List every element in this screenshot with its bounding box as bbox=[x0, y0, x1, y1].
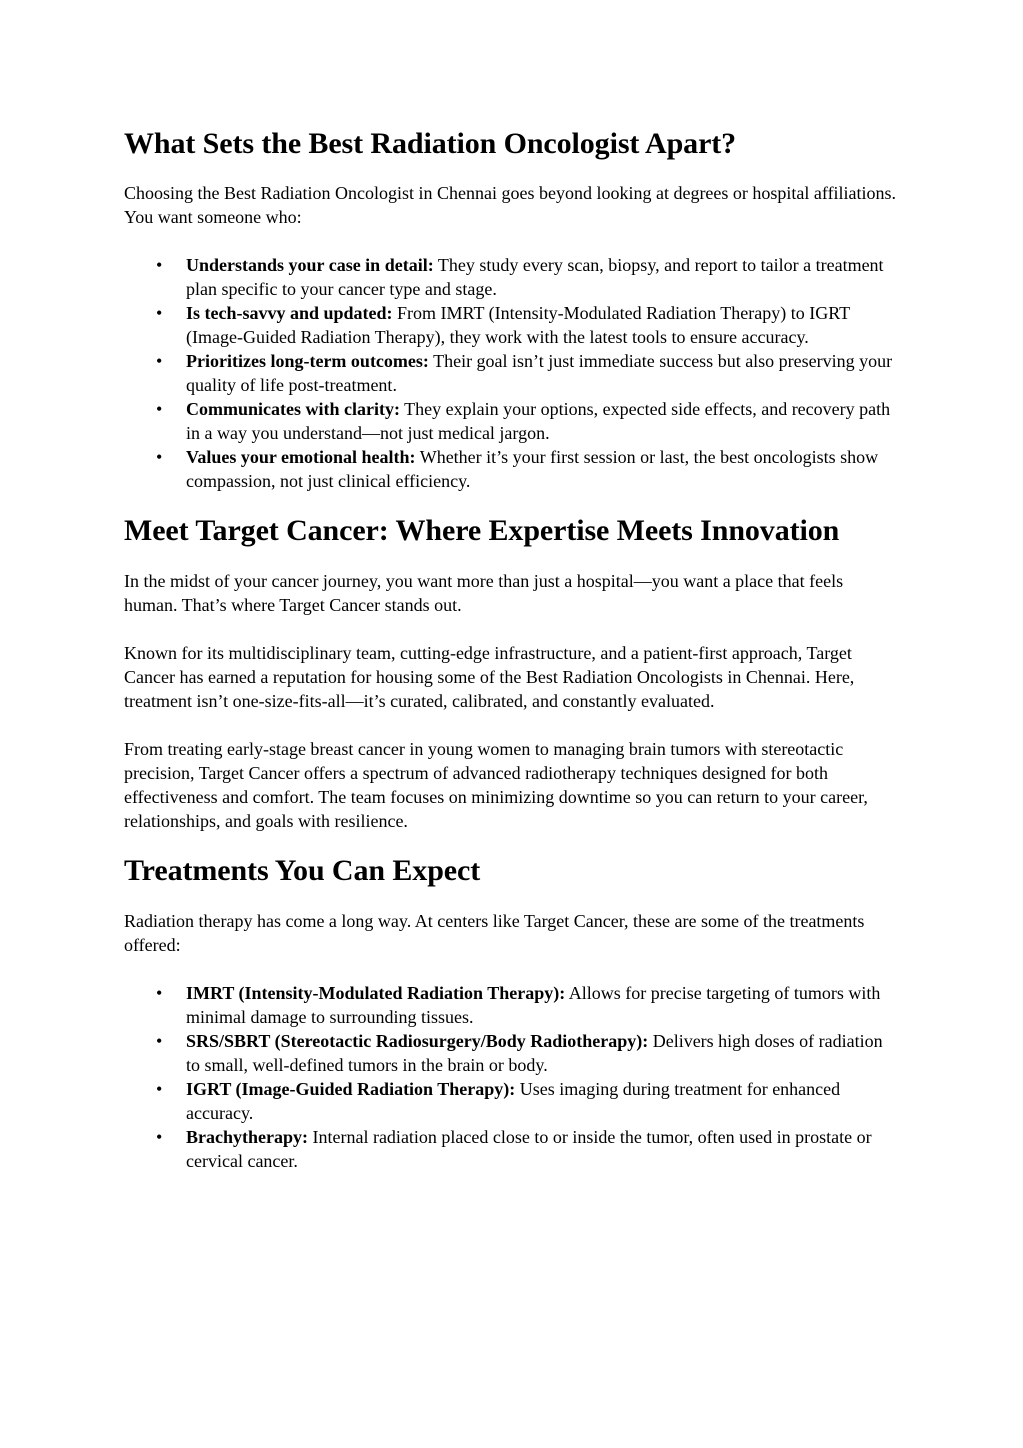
list-item-text: Their goal isn’t just immediate success but also preserving your quality of life post-treatment. bbox=[186, 351, 893, 395]
bullet-icon: • bbox=[156, 399, 163, 419]
list-item bbox=[124, 397, 899, 445]
qualities-list bbox=[124, 253, 899, 493]
list-item-term: Understands your case in detail: bbox=[186, 255, 434, 275]
bullet-icon: • bbox=[156, 255, 163, 275]
list-item-term: SRS/SBRT (Stereotactic Radiosurgery/Body Radiotherapy): bbox=[186, 1031, 649, 1051]
list-item-text: From IMRT (Intensity-Modulated Radiation Therapy) to IGRT (Image-Guided Radiation Therapy), they work with the latest tools to ensure accuracy. bbox=[186, 303, 850, 347]
bullet-icon: • bbox=[156, 447, 163, 467]
list-item-text: Uses imaging during treatment for enhanced accuracy. bbox=[186, 1079, 841, 1123]
list-item bbox=[124, 349, 899, 397]
body-paragraph: Known for its multidisciplinary team, cutting-edge infrastructure, and a patient-first approach, Target Cancer has earned a reputation for housing some of the Best Radiation Oncologists in Chennai. Here, treatment isn’t one-size-fits-all—it’s curated, calibrated, and constantly evaluated. bbox=[124, 643, 855, 711]
list-item-term: Prioritizes long-term outcomes: bbox=[186, 351, 429, 371]
list-item-text: Delivers high doses of radiation to small, well-defined tumors in the brain or body. bbox=[186, 1031, 883, 1075]
bullet-icon: • bbox=[156, 1127, 163, 1147]
section-heading-target-cancer: Meet Target Cancer: Where Expertise Meets Innovation bbox=[124, 514, 840, 547]
bullet-icon: • bbox=[156, 983, 163, 1003]
intro-paragraph: Radiation therapy has come a long way. At centers like Target Cancer, these are some of the treatments offered: bbox=[124, 911, 865, 955]
list-item bbox=[124, 445, 899, 493]
list-item-text: They explain your options, expected side effects, and recovery path in a way you understand—not just medical jargon. bbox=[186, 399, 891, 443]
section-heading-oncologist: What Sets the Best Radiation Oncologist Apart? bbox=[124, 127, 737, 160]
bullet-icon: • bbox=[156, 351, 163, 371]
list-item bbox=[124, 1077, 899, 1125]
bullet-icon: • bbox=[156, 1031, 163, 1051]
intro-paragraph: Choosing the Best Radiation Oncologist in Chennai goes beyond looking at degrees or hospital affiliations. You want someone who: bbox=[124, 183, 897, 227]
list-item-text: Internal radiation placed close to or inside the tumor, often used in prostate or cervical cancer. bbox=[186, 1127, 872, 1171]
list-item-term: Communicates with clarity: bbox=[186, 399, 400, 419]
document-page bbox=[124, 126, 899, 1173]
list-item bbox=[124, 301, 899, 349]
body-paragraph: From treating early-stage breast cancer in young women to managing brain tumors with stereotactic precision, Target Cancer offers a spectrum of advanced radiotherapy techniques designed for both effectiveness and comfort. The team focuses on minimizing downtime so you can return to your career, relationships, and goals with resilience. bbox=[124, 739, 868, 831]
list-item-text: Whether it’s your first session or last, the best oncologists show compassion, not just clinical efficiency. bbox=[186, 447, 879, 491]
list-item-term: Values your emotional health: bbox=[186, 447, 416, 467]
section-heading-treatments: Treatments You Can Expect bbox=[124, 854, 481, 887]
bullet-icon: • bbox=[156, 303, 163, 323]
list-item-term: IMRT (Intensity-Modulated Radiation Therapy): bbox=[186, 983, 566, 1003]
bullet-icon: • bbox=[156, 1079, 163, 1099]
list-item bbox=[124, 981, 899, 1029]
list-item bbox=[124, 1029, 899, 1077]
list-item-text: Allows for precise targeting of tumors with minimal damage to surrounding tissues. bbox=[186, 983, 881, 1027]
list-item bbox=[124, 253, 899, 301]
list-item-term: IGRT (Image-Guided Radiation Therapy): bbox=[186, 1079, 516, 1099]
treatments-list bbox=[124, 981, 899, 1173]
list-item bbox=[124, 1125, 899, 1173]
list-item-text: They study every scan, biopsy, and report to tailor a treatment plan specific to your cancer type and stage. bbox=[186, 255, 884, 299]
body-paragraph: In the midst of your cancer journey, you want more than just a hospital—you want a place that feels human. That’s where Target Cancer stands out. bbox=[124, 571, 844, 615]
list-item-term: Brachytherapy: bbox=[186, 1127, 308, 1147]
list-item-term: Is tech-savvy and updated: bbox=[186, 303, 393, 323]
